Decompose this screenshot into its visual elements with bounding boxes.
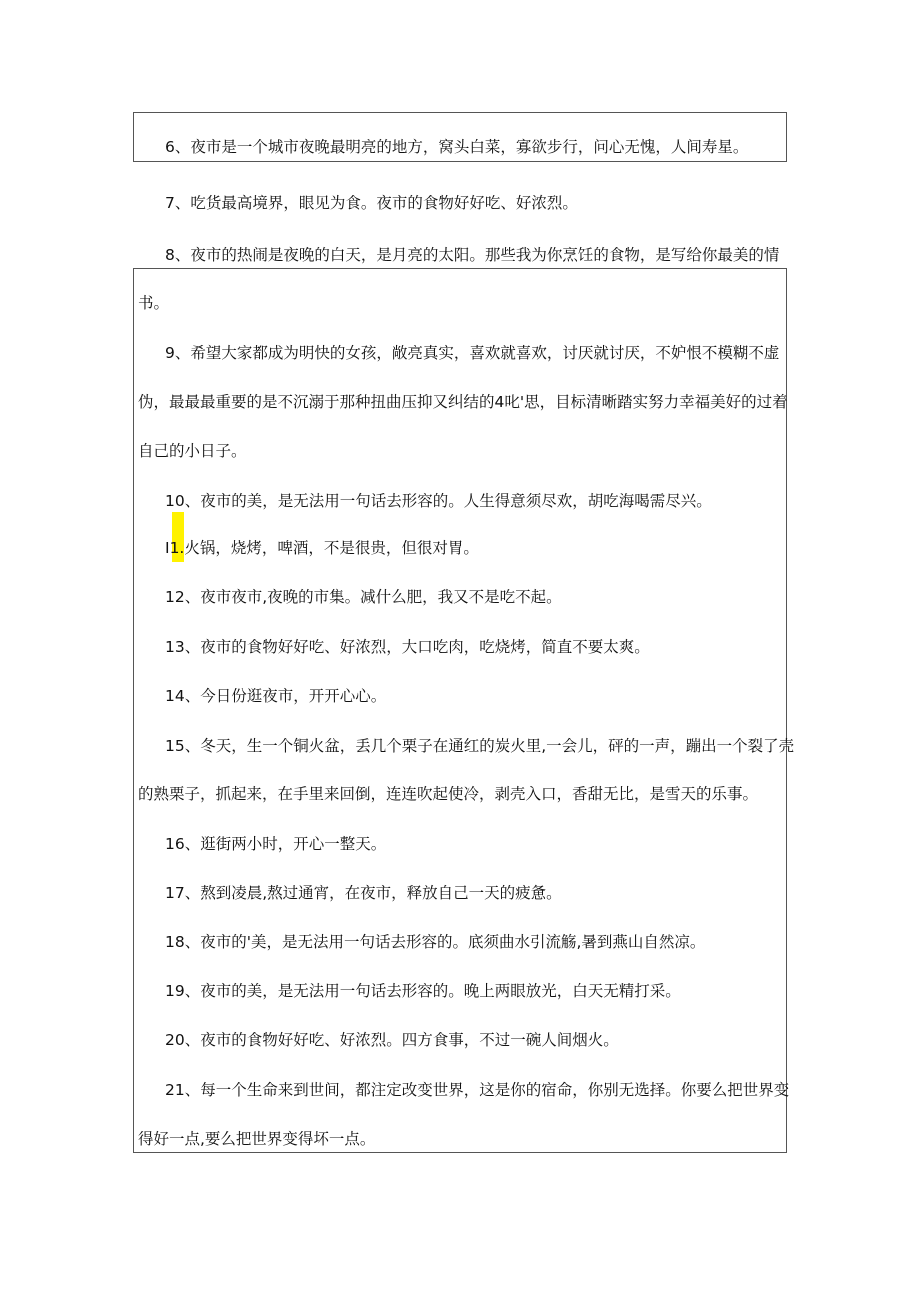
line-9-cont2: 自己的小日子。 [138,442,247,460]
line-10: 10、夜市的美，是无法用一句话去形容的。人生得意须尽欢，胡吃海喝需尽兴。 [165,492,712,510]
line-9: 9、希望大家都成为明快的女孩，敞亮真实，喜欢就喜欢，讨厌就讨厌，不妒恨不模糊不虚 [165,344,780,362]
line-11: I1.火锅，烧烤，啤酒，不是很贵，但很对胃。 [165,539,479,557]
line-8-cont: 书。 [138,294,170,312]
line-21: 21、每一个生命来到世间，都注定改变世界，这是你的宿命，你别无选择。你要么把世界变 [165,1081,790,1099]
line-15: 15、冬天，生一个铜火盆，丢几个栗子在通红的炭火里,一会儿，砰的一声，蹦出一个裂了壳 [165,737,795,755]
line-8: 8、夜市的热闹是夜晚的白天，是月亮的太阳。那些我为你烹饪的食物，是写给你最美的情 [165,246,780,264]
line-9-cont: 伪，最最最重要的是不沉溺于那种扭曲压抑又纠结的4叱'思，目标清晰踏实努力幸福美好的过着 [138,393,788,411]
line-21-cont: 得好一点,要么把世界变得坏一点。 [138,1130,376,1148]
line-14: 14、今日份逛夜市，开开心心。 [165,687,387,705]
line-6: 6、夜市是一个城市夜晚最明亮的地方，窝头白菜，寡欲步行，问心无愧，人间寿星。 [165,138,749,156]
line-16: 16、逛街两小时，开心一整天。 [165,835,387,853]
line-12: 12、夜市夜市,夜晚的市集。减什么肥，我又不是吃不起。 [165,588,562,606]
line-13: 13、夜市的食物好好吃、好浓烈，大口吃肉，吃烧烤，简直不要太爽。 [165,638,650,656]
line-19: 19、夜市的美，是无法用一句话去形容的。晚上两眼放光，白天无精打采。 [165,982,681,1000]
line-20: 20、夜市的食物好好吃、好浓烈。四方食事，不过一碗人间烟火。 [165,1031,619,1049]
line-15-cont: 的熟栗子，抓起来，在手里来回倒，连连吹起使冷，剥壳入口，香甜无比，是雪天的乐事。 [138,785,759,803]
line-17: 17、熬到凌晨,熬过通宵，在夜市，释放自己一天的疲惫。 [165,884,562,902]
line-7: 7、吃货最高境界，眼见为食。夜市的食物好好吃、好浓烈。 [165,194,578,212]
line-18: 18、夜市的'美，是无法用一句话去形容的。底须曲水引流觞,暑到燕山自然凉。 [165,933,706,951]
